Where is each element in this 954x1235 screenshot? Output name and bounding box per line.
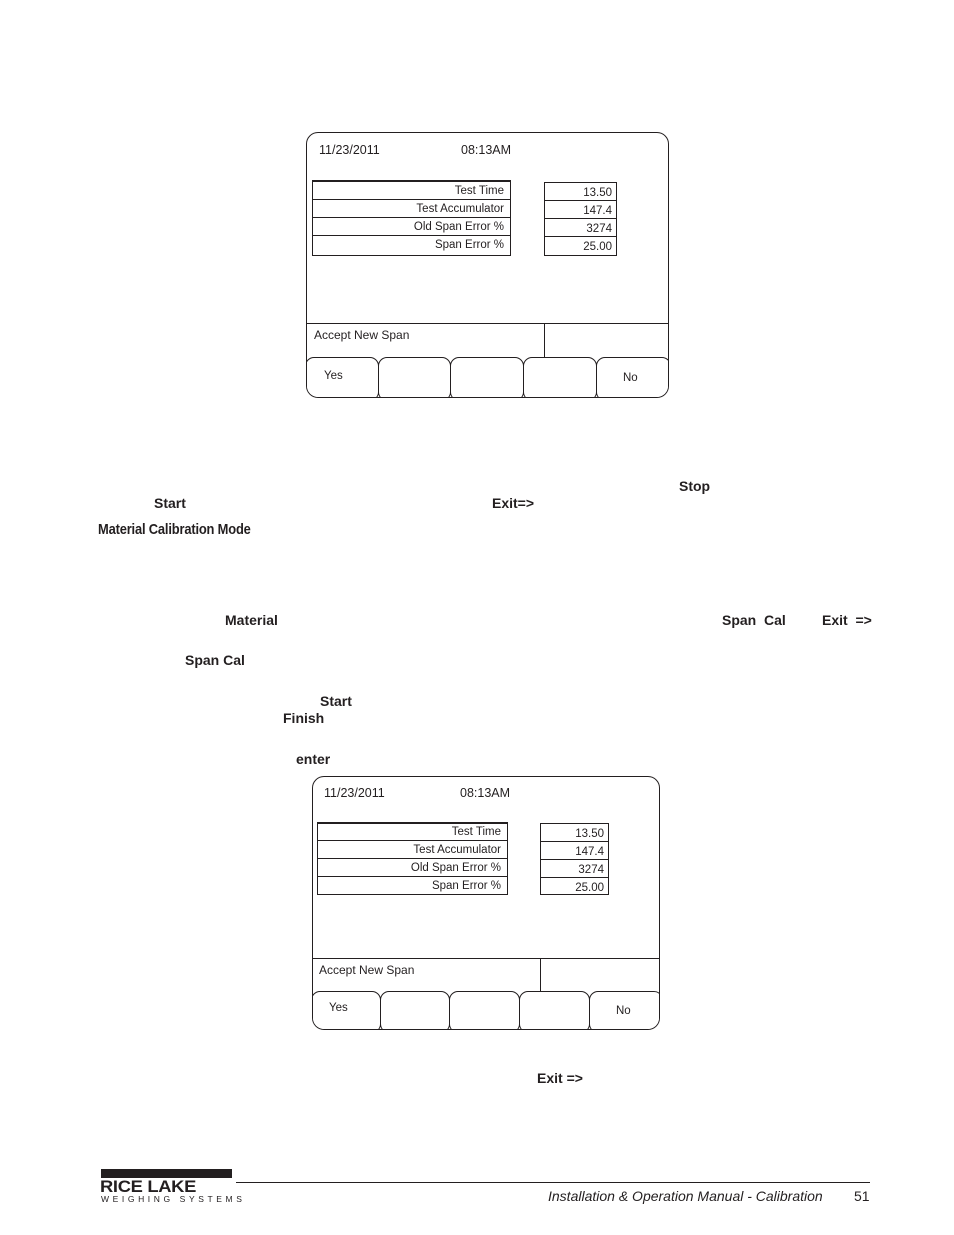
finish-label: Finish [283, 710, 325, 726]
value-table [540, 823, 609, 895]
exit-label-2: Exit => [822, 612, 872, 628]
softkey-4[interactable] [519, 991, 590, 1030]
value-test-accumulator: 147.4 [545, 201, 616, 219]
softkey-2[interactable] [380, 991, 450, 1030]
value-table [544, 182, 617, 256]
material-label: Material [225, 612, 278, 628]
label-test-accumulator: Test Accumulator [318, 841, 507, 859]
logo-name: RICE LAKE [100, 1177, 197, 1196]
footer-title: Installation & Operation Manual - Calibration [548, 1188, 823, 1204]
span-cal-label-right: Span Cal [722, 612, 786, 628]
softkey-no[interactable]: No [589, 991, 660, 1030]
screen-time: 08:13AM [461, 143, 512, 157]
value-old-span-error: 3274 [545, 219, 616, 237]
start-label-2: Start [320, 693, 352, 709]
screen-time: 08:13AM [460, 786, 511, 800]
screen-date: 11/23/2011 [319, 143, 380, 157]
prompt-text: Accept New Span [314, 328, 410, 342]
prompt-divider [544, 323, 545, 357]
label-span-error: Span Error % [431, 880, 501, 892]
label-span-error: Span Error % [434, 239, 504, 251]
span-cal-label: Span Cal [185, 652, 245, 668]
softkey-no[interactable]: No [596, 357, 669, 398]
value-span-error: 25.00 [583, 241, 612, 253]
value-test-time: 13.50 [545, 183, 616, 201]
value-span-error: 25.00 [575, 882, 604, 894]
logo-subtitle: WEIGHING SYSTEMS [101, 1194, 246, 1204]
stop-label: Stop [679, 478, 711, 494]
label-old-span-error: Old Span Error % [313, 218, 510, 236]
value-test-time: 13.50 [541, 824, 608, 842]
softkey-4[interactable] [523, 357, 597, 398]
prompt-divider [540, 958, 541, 992]
section-heading: Material Calibration Mode [98, 521, 251, 538]
exit-label-3: Exit => [537, 1070, 583, 1086]
prompt-row-divider [313, 958, 659, 959]
softkey-yes[interactable]: Yes [306, 357, 379, 398]
softkey-2[interactable] [378, 357, 451, 398]
label-test-accumulator: Test Accumulator [313, 200, 510, 218]
page-number: 51 [854, 1188, 870, 1204]
screen-mockup-1 [306, 132, 669, 398]
footer-rule [236, 1182, 870, 1183]
softkey-yes[interactable]: Yes [312, 991, 381, 1030]
value-old-span-error: 3274 [541, 860, 608, 878]
label-test-time: Test Time [318, 824, 507, 841]
label-table [312, 180, 511, 256]
prompt-text: Accept New Span [319, 963, 415, 977]
label-table [317, 822, 508, 895]
enter-label: enter [296, 751, 331, 767]
prompt-row-divider [307, 323, 668, 324]
softkey-3[interactable] [450, 357, 524, 398]
label-test-time: Test Time [313, 182, 510, 200]
exit-label-1: Exit=> [492, 495, 535, 511]
value-test-accumulator: 147.4 [541, 842, 608, 860]
start-label: Start [154, 495, 186, 511]
softkey-3[interactable] [449, 991, 520, 1030]
label-old-span-error: Old Span Error % [318, 859, 507, 877]
screen-date: 11/23/2011 [324, 786, 385, 800]
screen-mockup-2 [312, 776, 660, 1030]
